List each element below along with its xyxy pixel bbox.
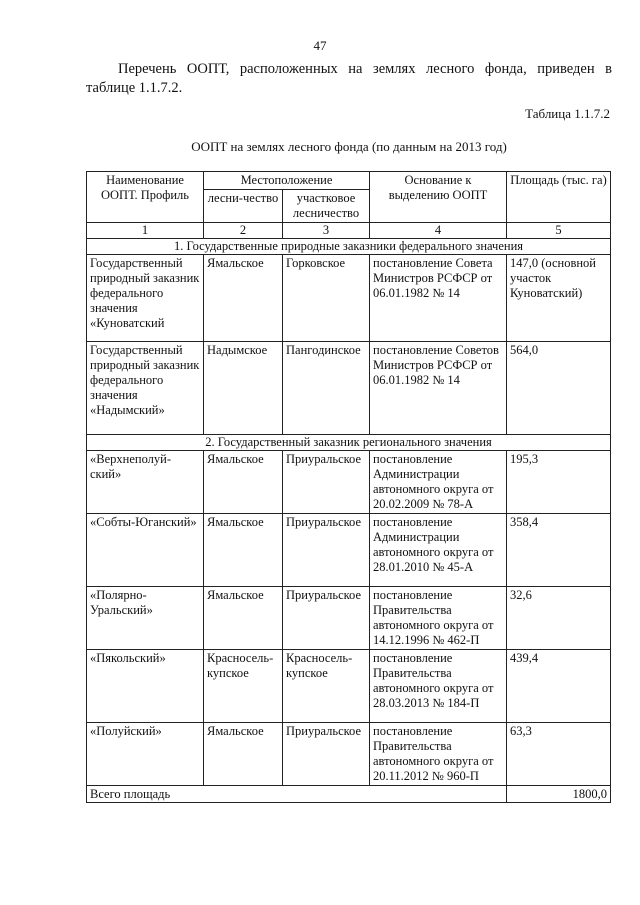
table-row <box>87 451 611 514</box>
cell-basis: постановление Правительства автономного округа от 14.12.1996 № 462-П <box>370 587 507 650</box>
cell-district: Пангодинское <box>283 342 370 435</box>
cell-district: Приуральское <box>283 587 370 650</box>
total-row <box>87 786 611 803</box>
cell-basis: постановление Администрации автономного округа от 28.01.2010 № 45-А <box>370 514 507 587</box>
total-value: 1800,0 <box>507 786 611 803</box>
cell-name: «Полуйский» <box>87 723 204 786</box>
table-row <box>87 342 611 435</box>
table-row <box>87 255 611 342</box>
cell-area: 32,6 <box>507 587 611 650</box>
cell-name: «Верхнеполуй-ский» <box>87 451 204 514</box>
cell-district: Приуральское <box>283 723 370 786</box>
header-forestry: лесни-чество <box>204 190 283 223</box>
section-title: 2. Государственный заказник регионального значения <box>87 435 611 451</box>
cell-district: Приуральское <box>283 451 370 514</box>
intro-word: землях <box>372 61 416 77</box>
header-district-forestry: участковое лесничество <box>283 190 370 223</box>
header-row <box>87 172 611 190</box>
cell-area: 358,4 <box>507 514 611 587</box>
table-row <box>87 514 611 587</box>
table-title: ООПТ на землях лесного фонда (по данным на 2013 год) <box>191 139 507 154</box>
intro-word: лесного <box>426 61 475 77</box>
intro-word: Перечень <box>118 61 177 77</box>
column-number: 3 <box>283 223 370 239</box>
header-location: Местоположение <box>204 172 370 190</box>
header-name: Наименование ООПТ. Профиль <box>87 172 204 223</box>
section-title: 1. Государственные природные заказники федерального значения <box>87 239 611 255</box>
cell-name: «Собты-Юганский» <box>87 514 204 587</box>
table-row <box>87 587 611 650</box>
cell-area: 147,0 (основной участок Куноватский) <box>507 255 611 342</box>
cell-name: «Пякольский» <box>87 650 204 723</box>
protected-areas-table <box>86 171 611 803</box>
column-number-row <box>87 223 611 239</box>
cell-area: 63,3 <box>507 723 611 786</box>
page-number: 47 <box>313 38 327 53</box>
cell-name: Государственный природный заказник федерального значения «Куноватский <box>87 255 204 342</box>
intro-word: ООПТ, <box>186 61 230 77</box>
cell-forestry: Ямальское <box>204 514 283 587</box>
cell-name: Государственный природный заказник федерального значения «Надымский» <box>87 342 204 435</box>
cell-forestry: Ямальское <box>204 723 283 786</box>
cell-basis: постановление Совета Министров РСФСР от 06.01.1982 № 14 <box>370 255 507 342</box>
cell-district: Красносель-купское <box>283 650 370 723</box>
cell-area: 439,4 <box>507 650 611 723</box>
intro-line-1 <box>86 60 612 79</box>
section-row <box>87 435 611 451</box>
total-label: Всего площадь <box>87 786 507 803</box>
cell-basis: постановление Администрации автономного округа от 20.02.2009 № 78-А <box>370 451 507 514</box>
cell-area: 195,3 <box>507 451 611 514</box>
cell-name: «Полярно-Уральский» <box>87 587 204 650</box>
section-row <box>87 239 611 255</box>
intro-paragraph <box>86 60 612 98</box>
cell-basis: постановление Правительства автономного округа от 20.11.2012 № 960-П <box>370 723 507 786</box>
cell-district: Приуральское <box>283 514 370 587</box>
intro-word: на <box>348 61 363 77</box>
cell-area: 564,0 <box>507 342 611 435</box>
cell-forestry: Ямальское <box>204 587 283 650</box>
column-number: 1 <box>87 223 204 239</box>
header-basis: Основание к выделению ООПТ <box>370 172 507 223</box>
cell-forestry: Ямальское <box>204 255 283 342</box>
cell-forestry: Ямальское <box>204 451 283 514</box>
intro-line-2: таблице 1.1.7.2. <box>86 80 183 96</box>
intro-word: фонда, <box>484 61 527 77</box>
column-number: 2 <box>204 223 283 239</box>
cell-forestry: Красносель-купское <box>204 650 283 723</box>
column-number: 4 <box>370 223 507 239</box>
intro-word: в <box>605 61 612 77</box>
column-number: 5 <box>507 223 611 239</box>
cell-district: Горковское <box>283 255 370 342</box>
cell-basis: постановление Советов Министров РСФСР от 06.01.1982 № 14 <box>370 342 507 435</box>
table-row <box>87 723 611 786</box>
intro-word: приведен <box>537 61 595 77</box>
cell-basis: постановление Правительства автономного округа от 28.03.2013 № 184-П <box>370 650 507 723</box>
table-row <box>87 650 611 723</box>
intro-word: расположенных <box>239 61 338 77</box>
cell-forestry: Надымское <box>204 342 283 435</box>
table-label: Таблица 1.1.7.2 <box>525 106 610 121</box>
header-area: Площадь (тыс. га) <box>507 172 611 223</box>
